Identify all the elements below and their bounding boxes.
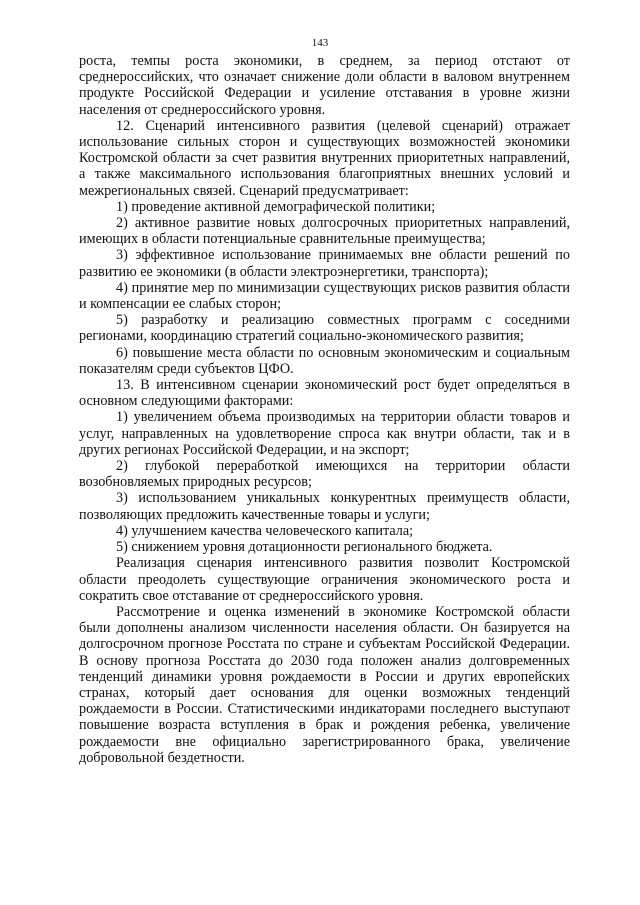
list-item: 2) глубокой переработкой имеющихся на территории области возобновляемых природных ресурсов;	[79, 458, 570, 491]
paragraph-13: 13. В интенсивном сценарии экономический рост будет определяться в основном следующими факторами:	[79, 377, 570, 410]
paragraph-continuation: роста, темпы роста экономики, в среднем, за период отстают от среднероссийских, что означает снижение доли области в валовом внутреннем продукте Российской Федерации и усиление отставания в уровне жизни населения от среднероссийского уровня.	[79, 53, 570, 118]
page-number: 143	[311, 37, 329, 49]
list-item: 5) разработку и реализацию совместных программ с соседними регионами, координацию стратегий социально-экономического развития;	[79, 312, 570, 345]
paragraph: Реализация сценария интенсивного развития позволит Костромской области преодолеть существующие ограничения экономического роста и сократить свое отставание от среднероссийского уровня.	[79, 555, 570, 604]
list-item: 3) эффективное использование принимаемых вне области решений по развитию ее экономики (в области электроэнергетики, транспорта);	[79, 247, 570, 280]
paragraph-12: 12. Сценарий интенсивного развития (целевой сценарий) отражает использование сильных сторон и существующих возможностей экономики Костромской области за счет развития внутренних приоритетных направлений, а также максимального использования благоприятных внешних условий и межрегиональных связей. Сценарий предусматривает:	[79, 117, 570, 199]
list-item: 3) использованием уникальных конкурентных преимуществ области, позволяющих предложить качественные товары и услуги;	[79, 490, 570, 523]
list-item: 1) проведение активной демографической политики;	[116, 198, 436, 215]
list-item: 6) повышение места области по основным экономическим и социальным показателям среди субъектов ЦФО.	[79, 344, 570, 377]
list-item: 2) активное развитие новых долгосрочных приоритетных направлений, имеющих в области потенциальные сравнительные преимущества;	[79, 215, 570, 248]
list-item: 5) снижением уровня дотационности регионального бюджета.	[116, 539, 493, 556]
paragraph: Рассмотрение и оценка изменений в экономике Костромской области были дополнены анализом численности населения области. Он базируется на долгосрочном прогнозе Росстата по стране и субъектам Российской Федерации. В основу прогноза Росстата до 2030 года положен анализ долговременных тенденций динамики уровня рождаемости в России и других европейских странах, который дает основания для оценки возможных тенденций рождаемости в России. Статистическими индикаторами последнего выступают повышение возраста вступления в брак и рождения ребенка, увеличение рождаемости вне официально зарегистрированного брака, увеличение добровольной бездетности.	[79, 603, 570, 766]
list-item: 4) принятие мер по минимизации существующих рисков развития области и компенсации ее слабых сторон;	[79, 279, 570, 313]
list-item: 1) увеличением объема производимых на территории области товаров и услуг, направленных на удовлетворение спроса как внутри области, так и в других регионах Российской Федерации, и на экспорт;	[79, 409, 570, 458]
list-item: 4) улучшением качества человеческого капитала;	[116, 522, 414, 539]
document-body	[79, 53, 570, 766]
